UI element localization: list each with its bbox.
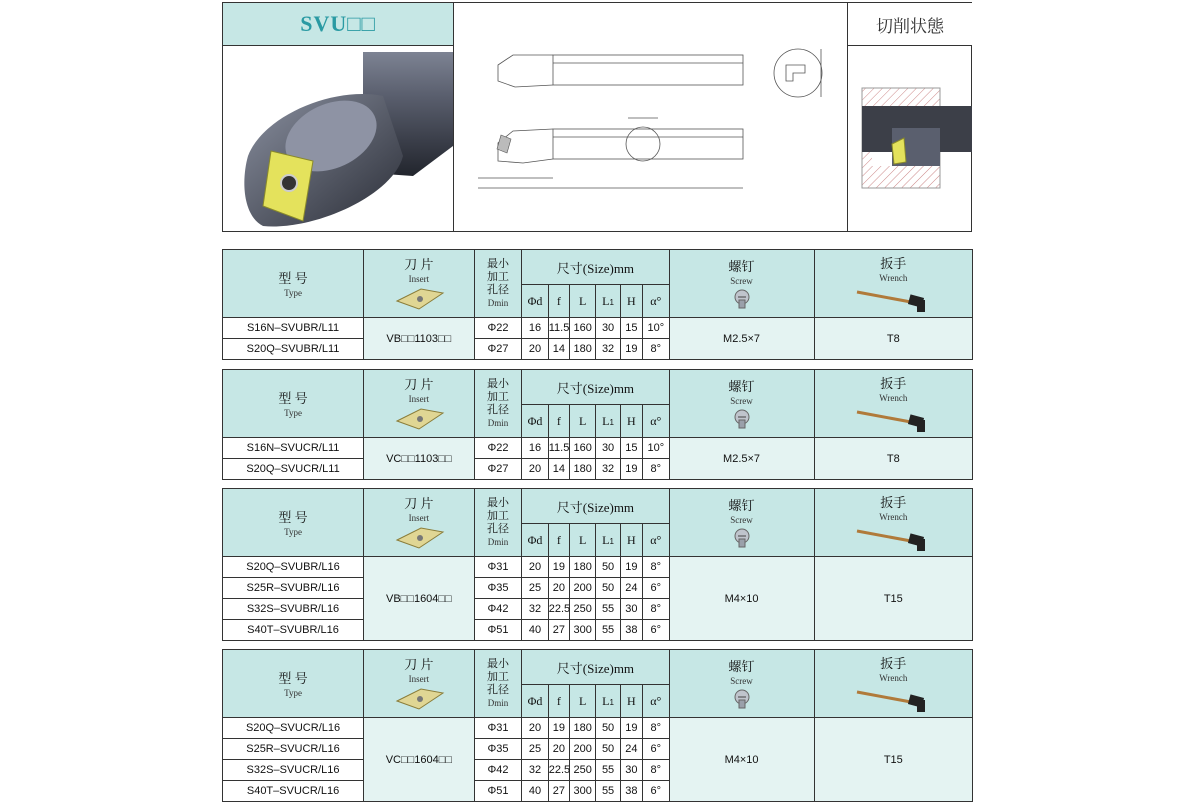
boring-bar-photo (223, 46, 453, 232)
col-l1-header-label: L (602, 693, 610, 708)
dmin-cell: Φ42 (474, 760, 522, 781)
l1-cell: 55 (596, 760, 620, 781)
alpha-cell: 10° (643, 318, 669, 339)
dmin-cell: Φ22 (474, 318, 522, 339)
l-cell: 300 (570, 620, 596, 641)
l-cell: 250 (570, 599, 596, 620)
dmin-cell: Φ42 (474, 599, 522, 620)
col-phid-header-label: Φd (527, 532, 543, 547)
l1-cell: 50 (596, 739, 620, 760)
d-cell: 20 (522, 339, 548, 360)
dmin-header-cn: 孔径 (487, 522, 509, 535)
dmin-header-cn: 加工 (487, 670, 509, 683)
insert-header (364, 370, 475, 438)
alpha-cell: 6° (643, 739, 669, 760)
dmin-header (474, 650, 522, 718)
col-l1-header-label: L (602, 532, 610, 547)
wrench-header (814, 650, 972, 718)
col-phid-header (522, 524, 548, 557)
alpha-cell: 6° (643, 578, 669, 599)
spec-table (222, 249, 973, 360)
col-l1-sub: 1 (609, 697, 614, 707)
dmin-header-cn: 孔径 (487, 683, 509, 696)
col-l1-header (596, 405, 620, 438)
table-row (223, 557, 973, 578)
screw-header-cn: 螺钉 (728, 258, 755, 274)
h-cell: 15 (620, 318, 642, 339)
col-l1-header (596, 285, 620, 318)
screw-header-cn: 螺钉 (728, 658, 755, 674)
col-l-header-label: L (579, 693, 587, 708)
alpha-cell: 6° (643, 620, 669, 641)
dmin-header (474, 370, 522, 438)
d-cell: 25 (522, 578, 548, 599)
insert-header-en: Insert (408, 512, 430, 523)
dmin-header-cn: 加工 (487, 270, 509, 283)
l-cell: 180 (570, 557, 596, 578)
l1-cell: 50 (596, 578, 620, 599)
insert-header-cn: 刀 片 (404, 256, 434, 272)
screw-header (669, 250, 814, 318)
col-f-header (548, 405, 569, 438)
col-h-header (620, 685, 642, 718)
wrench-cell: T8 (814, 438, 972, 480)
l1-cell: 55 (596, 781, 620, 802)
type-header-cn: 型 号 (278, 391, 308, 406)
type-cell: S20Q–SVUCR/L11 (223, 459, 364, 480)
type-cell: S40T–SVUCR/L16 (223, 781, 364, 802)
col-alpha-header (643, 685, 669, 718)
f-cell: 27 (548, 620, 569, 641)
cutting-state-title: 切削状態 (848, 3, 972, 46)
wrench-header-en: Wrench (879, 511, 908, 522)
table-row (223, 718, 973, 739)
col-alpha-header-label: α° (650, 413, 662, 428)
wrench-header-cn: 扳手 (880, 494, 907, 510)
col-f-header-label: f (556, 532, 561, 547)
col-l-header (570, 524, 596, 557)
dmin-header-cn: 最小 (487, 657, 509, 670)
wrench-icon (815, 286, 972, 315)
wrench-cell: T15 (814, 557, 972, 641)
col-f-header (548, 524, 569, 557)
col-phid-header (522, 285, 548, 318)
alpha-cell: 8° (643, 718, 669, 739)
header-row (223, 650, 973, 685)
col-h-header (620, 285, 642, 318)
col-phid-header (522, 685, 548, 718)
cutting-state-section (848, 3, 972, 231)
col-f-header-label: f (556, 693, 561, 708)
dmin-header (474, 489, 522, 557)
col-alpha-header (643, 405, 669, 438)
size-header (522, 250, 669, 285)
type-cell: S16N–SVUCR/L11 (223, 438, 364, 459)
f-cell: 11.5 (548, 438, 569, 459)
type-header-cn: 型 号 (278, 510, 308, 525)
col-alpha-header-label: α° (650, 293, 662, 308)
type-header (223, 650, 364, 718)
col-l1-header-label: L (602, 413, 610, 428)
dmin-header-cn: 孔径 (487, 403, 509, 416)
screw-cell: M2.5×7 (669, 438, 814, 480)
l-cell: 180 (570, 339, 596, 360)
col-l1-header (596, 524, 620, 557)
table-row (223, 318, 973, 339)
dmin-cell: Φ27 (474, 459, 522, 480)
screw-cell: M4×10 (669, 718, 814, 802)
l1-cell: 30 (596, 438, 620, 459)
l-cell: 300 (570, 781, 596, 802)
col-alpha-header-label: α° (650, 693, 662, 708)
col-l-header (570, 405, 596, 438)
h-cell: 19 (620, 718, 642, 739)
dmin-header-cn: 最小 (487, 496, 509, 509)
dmin-cell: Φ51 (474, 781, 522, 802)
technical-drawing (453, 3, 848, 231)
insert-header (364, 250, 475, 318)
type-header-en: Type (284, 288, 302, 298)
type-header-en: Type (284, 408, 302, 418)
size-header-label: 尺寸(Size)mm (556, 499, 635, 515)
insert-code-cell: VC□□1604□□ (364, 718, 475, 802)
l-cell: 180 (570, 459, 596, 480)
col-alpha-header (643, 524, 669, 557)
d-cell: 20 (522, 459, 548, 480)
col-l1-sub: 1 (609, 536, 614, 546)
type-header-cn: 型 号 (278, 671, 308, 686)
screw-cell: M4×10 (669, 557, 814, 641)
type-header-cn: 型 号 (278, 271, 308, 286)
d-cell: 16 (522, 438, 548, 459)
l-cell: 160 (570, 318, 596, 339)
wrench-cell: T8 (814, 318, 972, 360)
dmin-cell: Φ35 (474, 739, 522, 760)
screw-icon (670, 289, 814, 312)
l-cell: 180 (570, 718, 596, 739)
insert-header-cn: 刀 片 (404, 376, 434, 392)
screw-header (669, 650, 814, 718)
size-header-label: 尺寸(Size)mm (556, 380, 635, 396)
dimension-drawing (453, 3, 847, 231)
alpha-cell: 8° (643, 760, 669, 781)
wrench-header (814, 489, 972, 557)
h-cell: 24 (620, 578, 642, 599)
col-l1-header (596, 685, 620, 718)
h-cell: 19 (620, 339, 642, 360)
screw-cell: M2.5×7 (669, 318, 814, 360)
d-cell: 20 (522, 718, 548, 739)
f-cell: 20 (548, 739, 569, 760)
alpha-cell: 8° (643, 339, 669, 360)
alpha-cell: 8° (643, 557, 669, 578)
header-row (223, 489, 973, 524)
col-l-header (570, 285, 596, 318)
type-header (223, 370, 364, 438)
screw-header-en: Screw (730, 395, 753, 406)
dmin-cell: Φ31 (474, 718, 522, 739)
dmin-header-en: Dmin (487, 297, 509, 308)
f-cell: 14 (548, 459, 569, 480)
l-cell: 250 (570, 760, 596, 781)
type-cell: S16N–SVUBR/L11 (223, 318, 364, 339)
col-f-header (548, 685, 569, 718)
dmin-header-cn: 最小 (487, 377, 509, 390)
col-f-header-label: f (556, 413, 561, 428)
alpha-cell: 8° (643, 459, 669, 480)
insert-header-cn: 刀 片 (404, 656, 434, 672)
l1-cell: 50 (596, 557, 620, 578)
dmin-cell: Φ27 (474, 339, 522, 360)
l1-cell: 55 (596, 599, 620, 620)
insert-icon (364, 287, 474, 314)
col-h-header (620, 524, 642, 557)
col-h-header-label: H (627, 693, 636, 708)
screw-header-en: Screw (730, 275, 753, 286)
l-cell: 160 (570, 438, 596, 459)
screw-header (669, 489, 814, 557)
alpha-cell: 6° (643, 781, 669, 802)
spec-table (222, 369, 973, 480)
d-cell: 32 (522, 599, 548, 620)
f-cell: 19 (548, 718, 569, 739)
h-cell: 24 (620, 739, 642, 760)
l1-cell: 55 (596, 620, 620, 641)
dmin-header (474, 250, 522, 318)
wrench-header-en: Wrench (879, 672, 908, 683)
h-cell: 30 (620, 760, 642, 781)
col-phid-header (522, 405, 548, 438)
size-header (522, 650, 669, 685)
dmin-cell: Φ22 (474, 438, 522, 459)
type-cell: S20Q–SVUCR/L16 (223, 718, 364, 739)
screw-header-cn: 螺钉 (728, 378, 755, 394)
wrench-icon (815, 525, 972, 554)
d-cell: 32 (522, 760, 548, 781)
col-alpha-header (643, 285, 669, 318)
type-cell: S32S–SVUCR/L16 (223, 760, 364, 781)
col-f-header-label: f (556, 293, 561, 308)
insert-icon (364, 687, 474, 714)
col-h-header-label: H (627, 293, 636, 308)
dmin-cell: Φ51 (474, 620, 522, 641)
h-cell: 15 (620, 438, 642, 459)
insert-header-en: Insert (408, 393, 430, 404)
col-l1-sub: 1 (609, 417, 614, 427)
screw-header-en: Screw (730, 675, 753, 686)
h-cell: 19 (620, 557, 642, 578)
type-header-en: Type (284, 688, 302, 698)
insert-icon (364, 407, 474, 434)
col-l1-sub: 1 (609, 297, 614, 307)
type-cell: S25R–SVUCR/L16 (223, 739, 364, 760)
col-l1-header-label: L (602, 293, 610, 308)
alpha-cell: 10° (643, 438, 669, 459)
wrench-icon (815, 686, 972, 715)
spec-table (222, 649, 973, 802)
insert-header-cn: 刀 片 (404, 495, 434, 511)
f-cell: 19 (548, 557, 569, 578)
f-cell: 27 (548, 781, 569, 802)
dmin-cell: Φ35 (474, 578, 522, 599)
insert-header-en: Insert (408, 273, 430, 284)
dmin-header-cn: 最小 (487, 257, 509, 270)
l1-cell: 50 (596, 718, 620, 739)
type-cell: S25R–SVUBR/L16 (223, 578, 364, 599)
d-cell: 20 (522, 557, 548, 578)
type-cell: S40T–SVUBR/L16 (223, 620, 364, 641)
tool-photo-section (223, 3, 454, 231)
insert-code-cell: VB□□1103□□ (364, 318, 475, 360)
col-l-header (570, 685, 596, 718)
d-cell: 40 (522, 620, 548, 641)
col-l-header-label: L (579, 413, 587, 428)
type-header-en: Type (284, 527, 302, 537)
type-header (223, 250, 364, 318)
cutting-state-illustration (848, 46, 972, 232)
size-header (522, 370, 669, 405)
wrench-header (814, 250, 972, 318)
l1-cell: 32 (596, 339, 620, 360)
wrench-header-cn: 扳手 (880, 375, 907, 391)
size-header-label: 尺寸(Size)mm (556, 660, 635, 676)
wrench-header-cn: 扳手 (880, 255, 907, 271)
screw-icon (670, 528, 814, 551)
col-l-header-label: L (579, 532, 587, 547)
wrench-header-en: Wrench (879, 392, 908, 403)
wrench-header-en: Wrench (879, 272, 908, 283)
insert-code-cell: VC□□1103□□ (364, 438, 475, 480)
f-cell: 20 (548, 578, 569, 599)
screw-header (669, 370, 814, 438)
dmin-header-cn: 孔径 (487, 283, 509, 296)
header-row (223, 370, 973, 405)
header-row (223, 250, 973, 285)
col-h-header-label: H (627, 532, 636, 547)
wrench-header (814, 370, 972, 438)
insert-header-en: Insert (408, 673, 430, 684)
l1-cell: 30 (596, 318, 620, 339)
col-phid-header-label: Φd (527, 693, 543, 708)
h-cell: 38 (620, 620, 642, 641)
type-cell: S32S–SVUBR/L16 (223, 599, 364, 620)
col-h-header-label: H (627, 413, 636, 428)
screw-header-cn: 螺钉 (728, 497, 755, 513)
dmin-header-en: Dmin (487, 697, 509, 708)
alpha-cell: 8° (643, 599, 669, 620)
d-cell: 40 (522, 781, 548, 802)
l-cell: 200 (570, 578, 596, 599)
h-cell: 30 (620, 599, 642, 620)
col-phid-header-label: Φd (527, 293, 543, 308)
col-l-header-label: L (579, 293, 587, 308)
l-cell: 200 (570, 739, 596, 760)
screw-icon (670, 409, 814, 432)
f-cell: 11.5 (548, 318, 569, 339)
f-cell: 22.5 (548, 760, 569, 781)
dmin-header-cn: 加工 (487, 509, 509, 522)
type-cell: S20Q–SVUBR/L11 (223, 339, 364, 360)
dmin-cell: Φ31 (474, 557, 522, 578)
insert-icon (364, 526, 474, 553)
wrench-header-cn: 扳手 (880, 655, 907, 671)
product-overview-panel (222, 2, 972, 232)
insert-header (364, 650, 475, 718)
spec-table (222, 488, 973, 641)
f-cell: 14 (548, 339, 569, 360)
size-header-label: 尺寸(Size)mm (556, 260, 635, 276)
d-cell: 25 (522, 739, 548, 760)
wrench-icon (815, 406, 972, 435)
wrench-cell: T15 (814, 718, 972, 802)
l1-cell: 32 (596, 459, 620, 480)
insert-code-cell: VB□□1604□□ (364, 557, 475, 641)
dmin-header-en: Dmin (487, 536, 509, 547)
insert-header (364, 489, 475, 557)
screw-icon (670, 689, 814, 712)
col-h-header (620, 405, 642, 438)
screw-header-en: Screw (730, 514, 753, 525)
h-cell: 38 (620, 781, 642, 802)
type-cell: S20Q–SVUBR/L16 (223, 557, 364, 578)
col-alpha-header-label: α° (650, 532, 662, 547)
type-header (223, 489, 364, 557)
col-phid-header-label: Φd (527, 413, 543, 428)
h-cell: 19 (620, 459, 642, 480)
col-f-header (548, 285, 569, 318)
series-title: SVU□□ (223, 3, 453, 46)
f-cell: 22.5 (548, 599, 569, 620)
size-header (522, 489, 669, 524)
d-cell: 16 (522, 318, 548, 339)
dmin-header-cn: 加工 (487, 390, 509, 403)
dmin-header-en: Dmin (487, 417, 509, 428)
table-row (223, 438, 973, 459)
